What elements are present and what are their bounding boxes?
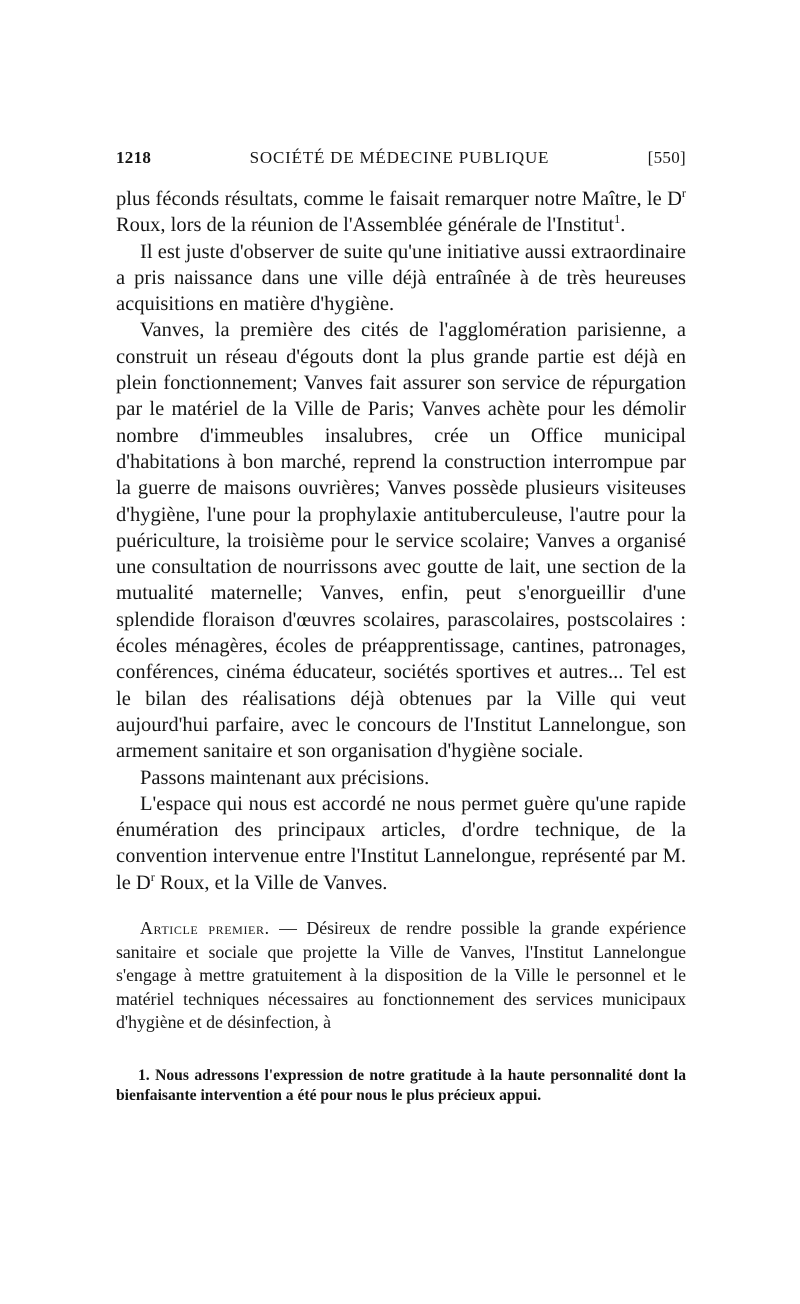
footnote-marker: 1 <box>614 212 621 227</box>
paragraph-5 <box>116 791 686 896</box>
paragraph-1-text-a: plus féconds résultats, comme le faisait remarquer notre Maître, le D <box>116 188 682 210</box>
paragraph-1-text-b: Roux, lors de la réunion de l'Assemblée générale de l'Institut <box>116 214 615 237</box>
bracket-page-number: [550] <box>647 148 686 167</box>
article-premier <box>116 917 686 1035</box>
paragraph-1 <box>116 186 686 239</box>
document-page <box>116 148 686 1107</box>
paragraph-3: Vanves, la première des cités de l'agglomération parisienne, a construit un réseau d'égouts dont la plus grande partie est déjà en plein fonctionnement; Vanves fait assurer son service de répurgation par le matériel de la Ville de Paris; Vanves achète pour les démolir nombre d'immeubles insalubres, crée un Office municipal d'habitations à bon marché, reprend la construction interrompue par la guerre de maisons ouvrières; Vanves possède plusieurs visiteuses d'hygiène, l'une pour la prophylaxie antituberculeuse, l'autre pour la puériculture, la troisième pour le service scolaire; Vanves a organisé une consultation de nourrissons avec goutte de lait, une section de la mutualité maternelle; Vanves, enfin, peut s'enorgueillir d'une splendide floraison d'œuvres scolaires, parascolaires, postscolaires : écoles ménagères, écoles de préapprentissage, cantines, patronages, conférences, cinéma éducateur, sociétés sportives et autres... Tel est le bilan des réalisations déjà obtenues par la Ville qui veut aujourd'hui parfaire, avec le concours de l'Institut Lannelongue, son armement sanitaire et son organisation d'hygiène sociale. <box>116 319 686 763</box>
article-text: — Désireux de rendre possible la grande expérience sanitaire et sociale que projette la Ville de Vanves, l'Institut Lannelongue s'engage à mettre gratuitement à la disposition de la Ville le personnel et le matériel techniques nécessaires au fonctionnement des services municipaux d'hygiène et de désinfection, à <box>116 918 686 1033</box>
page-number: 1218 <box>116 148 152 167</box>
superscript-doctor: r <box>681 186 686 201</box>
article-label: Article premier. <box>140 918 270 939</box>
paragraph-5-text-a: L'espace qui nous est accordé ne nous permet guère qu'une rapide énumération des principaux articles, d'ordre technique, de la convention intervenue entre l'Institut Lannelongue, représenté par M. le D <box>116 792 686 894</box>
paragraph-4: Passons maintenant aux précisions. <box>140 766 430 789</box>
journal-title: SOCIÉTÉ DE MÉDECINE PUBLIQUE <box>249 148 550 167</box>
footnote: 1. Nous adressons l'expression de notre gratitude à la haute personnalité dont la bienfaisante intervention a été pour nous le plus précieux appui. <box>116 1066 686 1105</box>
paragraph-5-text-b: Roux, et la Ville de Vanves. <box>154 871 388 894</box>
paragraph-1-end: . <box>620 214 626 237</box>
paragraph-2: Il est juste d'observer de suite qu'une initiative aussi extraordinaire a pris naissance dans une ville déjà entraînée à de très heureuses acquisitions en matière d'hygiène. <box>116 240 686 316</box>
superscript-doctor-2: r <box>150 869 155 884</box>
body-text <box>116 186 686 896</box>
running-header <box>116 148 686 186</box>
